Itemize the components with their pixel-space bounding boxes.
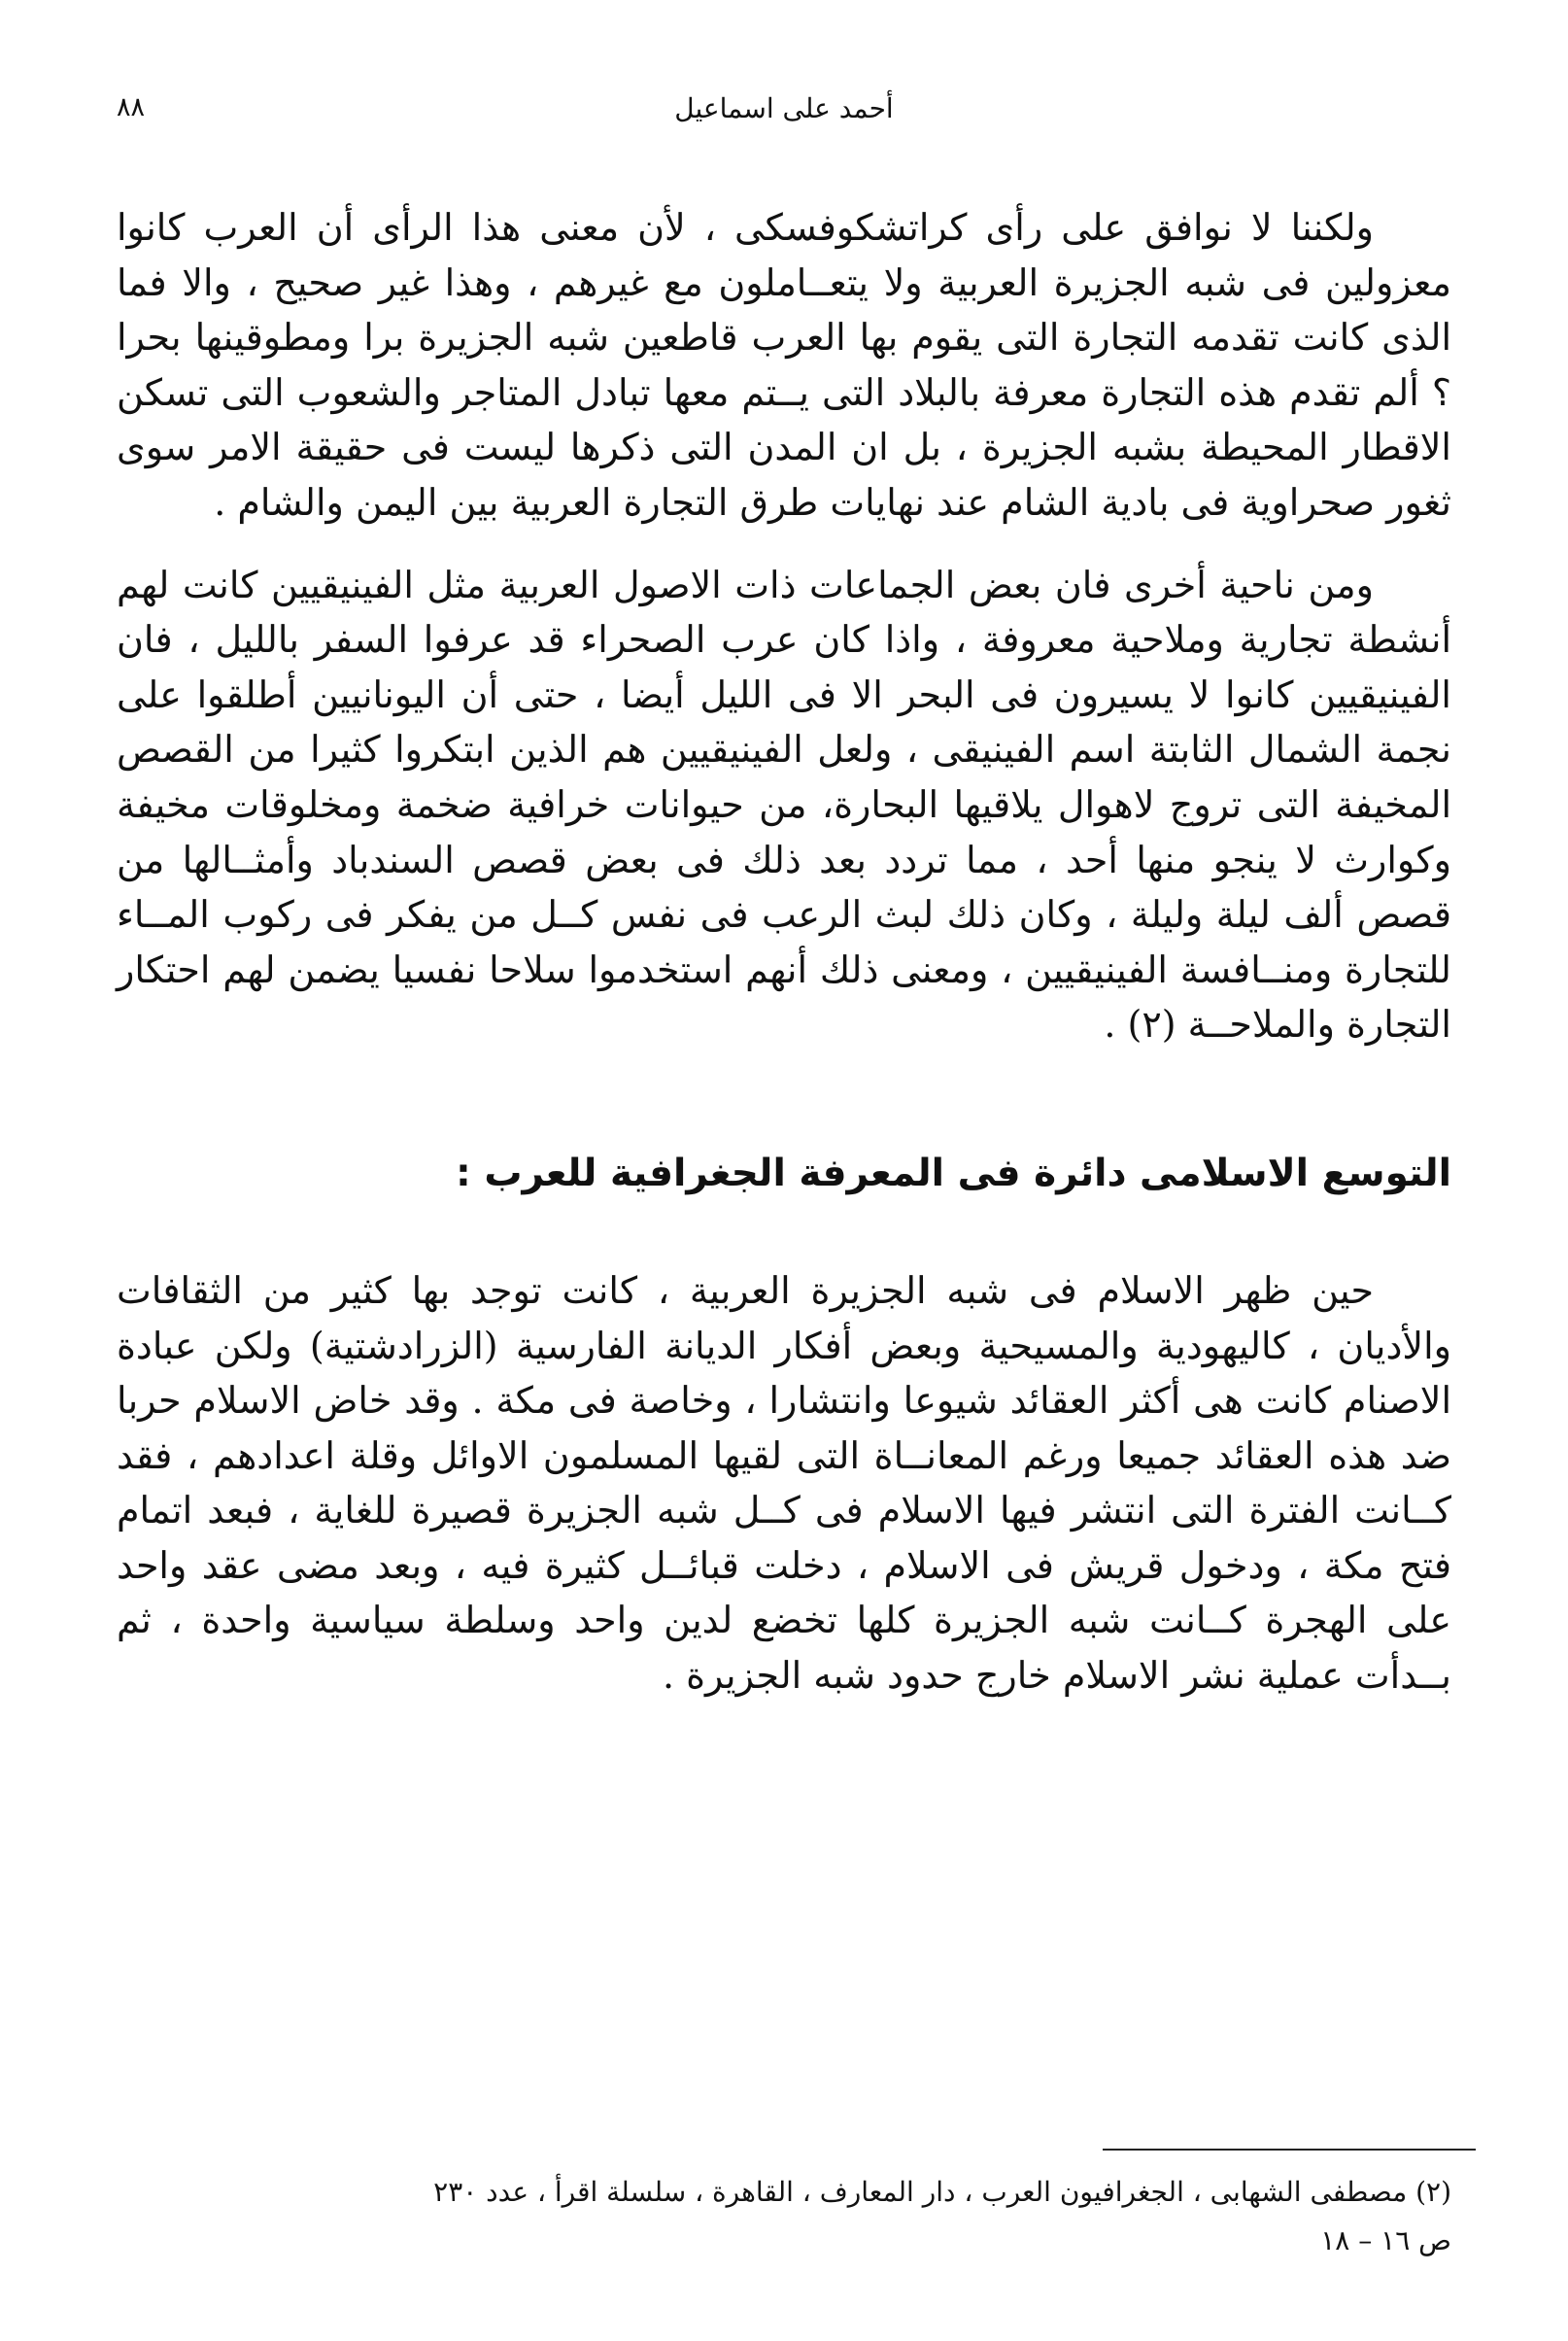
section-paragraph: حين ظهر الاسلام فى شبه الجزيرة العربية ، كانت توجد بها كثير من الثقافات والأديان ، كاليهودية والمسيحية وبعض أفكار الديانة الفارسية (الزرادشتية) ولكن عبادة الاصنام كانت هى أكثر العقائد شيوعا وانتشارا ، وخاصة فى مكة . وقد خاض الاسلام حربا ضد هذه العقائد جميعا ورغم المعانــاة التى لقيها المسلمون الاوائل وقلة اعدادهم ، فقد كــانت الفترة التى انتشر فيها الاسلام فى كــل شبه الجزيرة قصيرة للغاية ، فبعد اتمام فتح مكة ، ودخول قريش فى الاسلام ، دخلت قبائــل كثيرة فيه ، وبعد مضى عقد واحد على الهجرة كــانت شبه الجزيرة كلها تخضع لدين واحد وسلطة سياسية واحدة ، ثم بــدأت عملية نشر الاسلام خارج حدود شبه الجزيرة . [117, 1268, 1451, 1698]
section-heading: التوسع الاسلامى دائرة فى المعرفة الجغرافية للعرب : [456, 1151, 1451, 1195]
footnote-line-1: (٢) مصطفى الشهابى ، الجغرافيون العرب ، دار المعارف ، القاهرة ، سلسلة اقرأ ، عدد ٢٣٠ [433, 2176, 1451, 2208]
page-number: ٨٨ [117, 92, 146, 122]
footnote-line-2: ص ١٦ – ١٨ [1320, 2224, 1451, 2256]
paragraph-1: ولكننا لا نوافق على رأى كراتشكوفسكى ، لأن معنى هذا الرأى أن العرب كانوا معزولين فى شبه الجزيرة العربية ولا يتعــاملون مع غيرهم ، وهذا غير صحيح ، والا فما الذى كانت تقدمه التجارة التى يقوم بها العرب قاطعين شبه الجزيرة برا ومطوقينها بحرا ؟ ألم تقدم هذه التجارة معرفة بالبلاد التى يــتم معها تبادل المتاجر والشعوب التى تسكن الاقطار المحيطة بشبه الجزيرة ، بل ان المدن التى ذكرها ليست فى حقيقة الامر سوى ثغور صحراوية فى بادية الشام عند نهايات طرق التجارة العربية بين اليمن والشام . [117, 206, 1451, 524]
running-title: أحمد على اسماعيل [674, 92, 894, 124]
paragraph-2: ومن ناحية أخرى فان بعض الجماعات ذات الاصول العربية مثل الفينيقيين كانت لهم أنشطة تجارية وملاحية معروفة ، واذا كان عرب الصحراء قد عرفوا السفر بالليل ، فان الفينيقيين كانوا لا يسيرون فى البحر الا فى الليل أيضا ، حتى أن اليونانيين أطلقوا على نجمة الشمال الثابتة اسم الفينيقى ، ولعل الفينيقيين هم الذين ابتكروا كثيرا من القصص المخيفة التى تروج لاهوال يلاقيها البحارة، من حيوانات خرافية ضخمة ومخلوقات مخيفة وكوارث لا ينجو منها أحد ، مما تردد بعد ذلك فى بعض قصص السندباد وأمثــالها من قصص ألف ليلة وليلة ، وكان ذلك لبث الرعب فى نفس كــل من يفكر فى ركوب المــاء للتجارة ومنــافسة الفينيقيين ، ومعنى ذلك أنهم استخدموا سلاحا نفسيا يضمن لهم احتكار التجارة والملاحــة (٢) . [117, 563, 1451, 1047]
footnote-divider [1103, 2149, 1476, 2151]
main-text [117, 200, 1451, 1704]
page-header [117, 92, 1451, 141]
footnote [117, 2168, 1451, 2265]
